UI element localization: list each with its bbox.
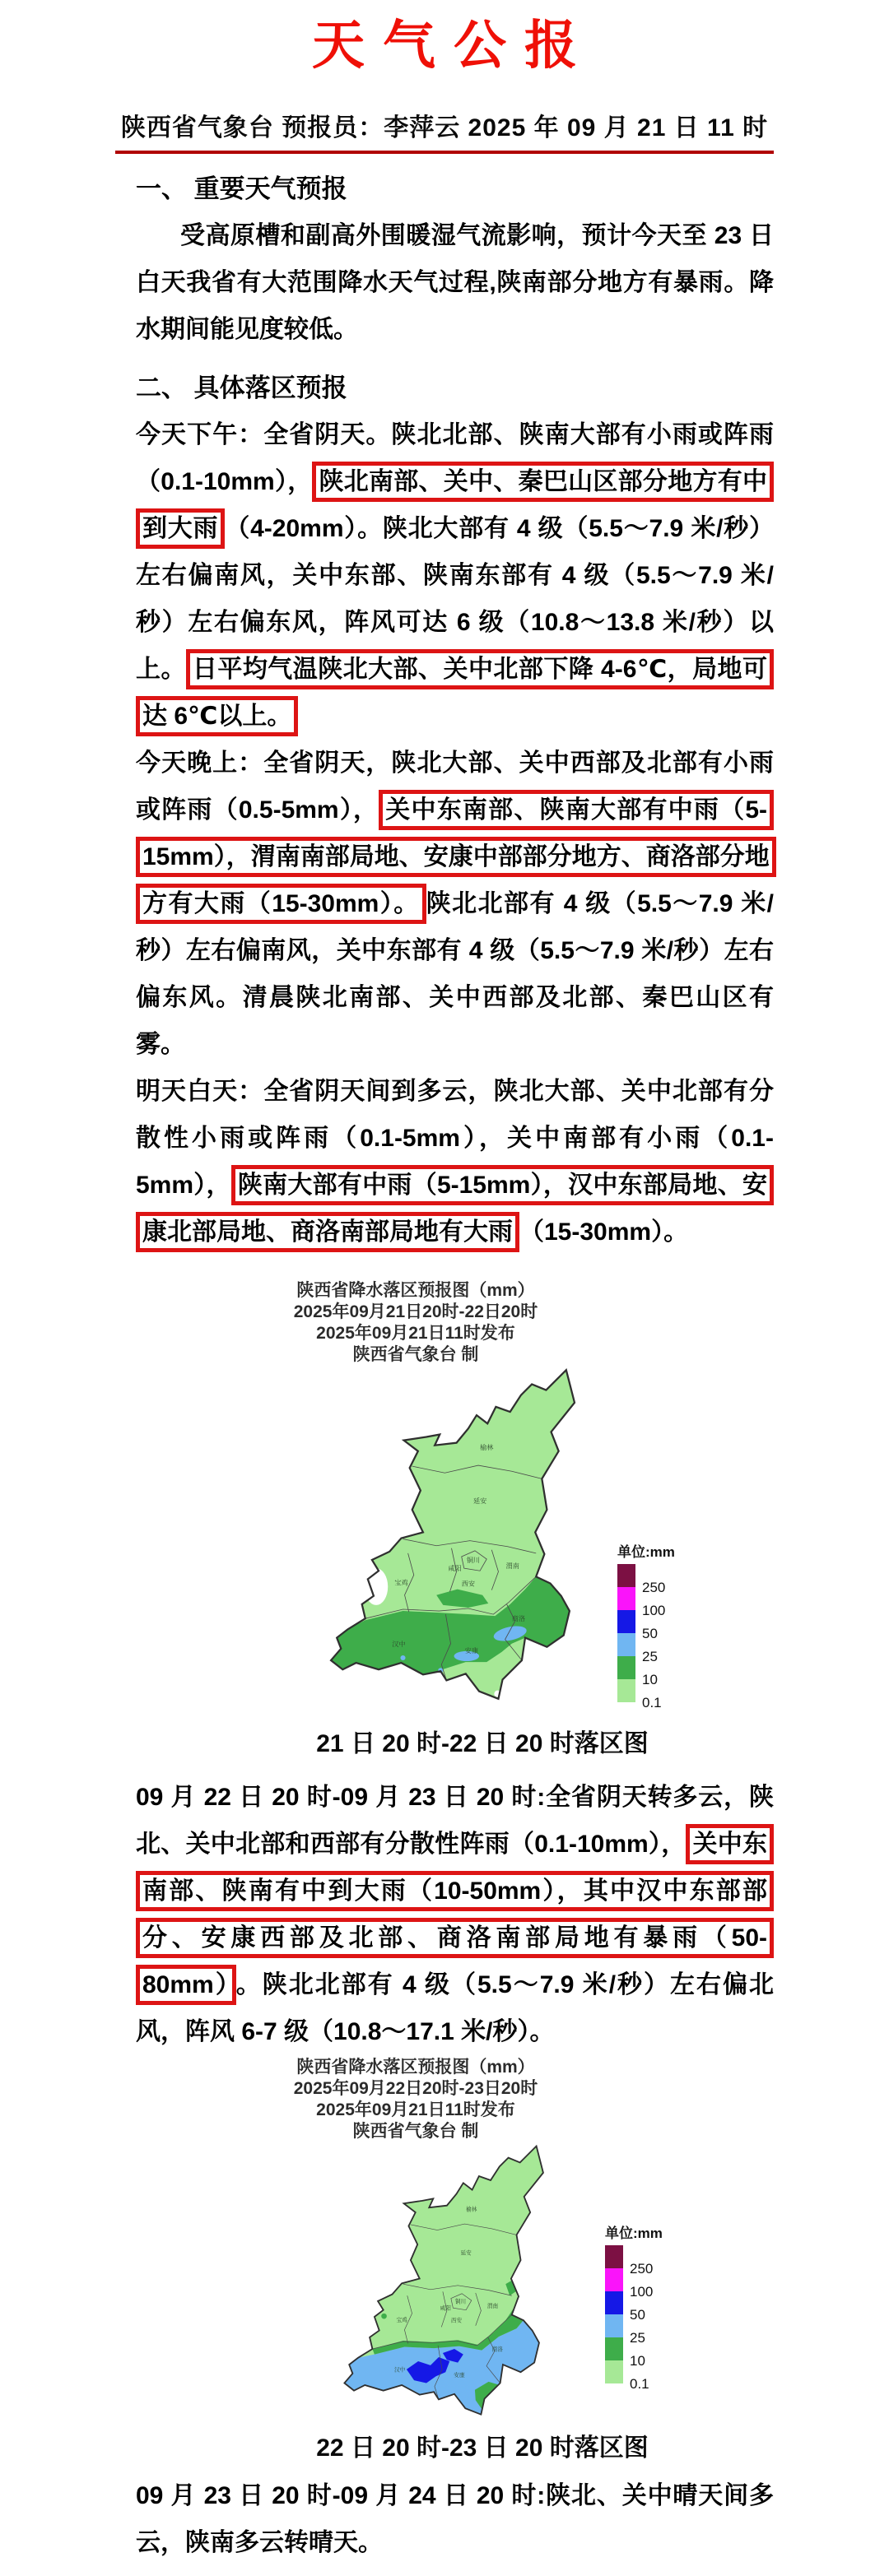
region-label: 榆林 xyxy=(480,1443,494,1451)
weather-bulletin-document xyxy=(0,3,889,2556)
legend-value: 10 xyxy=(630,2353,645,2369)
map2-canvas xyxy=(0,2142,889,2422)
region-label: 西安 xyxy=(461,1580,475,1588)
legend-swatch xyxy=(605,2268,623,2291)
region-label: 铜川 xyxy=(454,2299,467,2305)
map2-maker: 陕西省气象台 制 xyxy=(352,2122,479,2141)
legend-colorbar xyxy=(605,2245,687,2393)
legend-swatch xyxy=(605,2291,623,2314)
text-segment: 09 月 23 日 20 时-09 月 24 日 20 时:陕北、关中晴天间多云，陕南多云转晴天。 xyxy=(136,2482,774,2556)
forecast-22nd-20h xyxy=(136,1774,774,2055)
precip-map-figure-2 xyxy=(0,2057,889,2472)
map1-maker: 陕西省气象台 制 xyxy=(352,1345,479,1364)
region-label: 榆林 xyxy=(466,2207,477,2213)
map1-legend xyxy=(617,1540,700,1716)
legend-swatch xyxy=(617,1633,635,1656)
text-segment: 今天下午：全省阴天。陕北北部、陕南大部有小雨或阵雨（0.1-10mm）， xyxy=(136,421,774,495)
region-label: 西安 xyxy=(450,2318,463,2324)
text-segment: （15-30mm）。 xyxy=(519,1218,689,1246)
region-label: 安康 xyxy=(464,1646,479,1655)
page-title: 天气公报 xyxy=(312,16,595,75)
map1-period: 2025年09月21日20时-22日20时 xyxy=(293,1302,538,1321)
legend-unit-label: 单位:mm xyxy=(605,2226,663,2241)
region-label: 汉中 xyxy=(394,2367,406,2374)
text-segment: 09 月 22 日 20 时-09 月 23 日 20 时:全省阴天转多云，陕北、关中北部和西部有分散性阵雨（0.1-10mm）， xyxy=(136,1784,774,1858)
legend-value: 10 xyxy=(642,1672,658,1687)
region-label: 延安 xyxy=(460,2250,472,2257)
text-segment: 明天白天：全省阴天间到多云，陕北大部、关中北部有分散性小雨或阵雨（0.1-5mm），关中南部有小雨（0.1-5mm）， xyxy=(136,1078,774,1199)
region-label: 咸阳 xyxy=(448,1565,462,1573)
forecast-tomorrow-day xyxy=(136,1068,774,1256)
legend-swatch xyxy=(617,1656,635,1679)
text-segment: 。陕北北部有 4 级（5.5～7.9 米/秒）左右偏北风，阵风 6-7 级（10.8～17.1 米/秒）。 xyxy=(136,1971,775,2045)
highlight-box: 陕南大部有中雨（5-15mm），汉中东部局地、安康北部局地、商洛南部局地有大雨 xyxy=(136,1165,774,1252)
map2-caption: 22 日 20 时-23 日 20 时落区图 xyxy=(316,2434,649,2462)
region-label: 延安 xyxy=(472,1497,487,1505)
region-label: 汉中 xyxy=(392,1640,406,1648)
map1-caption: 21 日 20 时-22 日 20 时落区图 xyxy=(316,1730,649,1757)
legend-colorbar xyxy=(617,1564,700,1712)
region-label: 渭南 xyxy=(486,2304,499,2310)
section2-heading: 二、 具体落区预报 xyxy=(136,374,347,402)
highlight-box: 关中东南部、陕南大部有中雨（5-15mm），渭南南部局地、安康中部部分地方、商洛部分地方有大雨（15-30mm）。 xyxy=(136,790,776,924)
text-segment: 陕北北部有 4 级（5.5～7.9 米/秒）左右偏南风，关中东部有 4 级（5.5～7.9 米/秒）左右偏东风。清晨陕北南部、关中西部及北部、秦巴山区有雾。 xyxy=(136,890,775,1058)
map1-issued: 2025年09月21日11时发布 xyxy=(316,1324,515,1343)
map1-header xyxy=(0,1280,831,1366)
section1-summary: 受高原槽和副高外围暖湿气流影响，预计今天至 23 日白天我省有大范围降水天气过程,陕南部分地方有暴雨。降水期间能见度较低。 xyxy=(136,222,774,343)
map2-period: 2025年09月22日20时-23日20时 xyxy=(293,2079,538,2098)
legend-swatch xyxy=(605,2245,623,2268)
legend-swatch xyxy=(605,2314,623,2337)
legend-value: 0.1 xyxy=(630,2376,649,2392)
forecast-today-afternoon xyxy=(136,411,774,740)
region-label: 宝鸡 xyxy=(396,2317,407,2323)
legend-value: 250 xyxy=(642,1580,666,1595)
legend-value: 0.1 xyxy=(642,1695,662,1710)
precip-map-figure-1 xyxy=(0,1280,889,1774)
legend-swatch xyxy=(617,1564,635,1587)
map2-header xyxy=(0,2057,831,2142)
legend-unit-label: 单位:mm xyxy=(617,1544,675,1560)
text-segment: （4-20mm）。陕北大部有 4 级（5.5～7.9 米/秒）左右偏南风，关中东部、陕南东部有 4 级（5.5～7.9 米/秒）左右偏东风，阵风可达 6 级（10.8～13.8 米/秒）以上。 xyxy=(136,515,774,683)
map1-canvas xyxy=(0,1366,889,1708)
bottom-spacer xyxy=(0,2566,889,2576)
highlight-box: 日平均气温陕北大部、关中北部下降 4-6℃，局地可达 6℃以上。 xyxy=(136,649,774,736)
legend-swatch xyxy=(605,2337,623,2360)
legend-value: 250 xyxy=(630,2261,654,2277)
legend-swatch xyxy=(617,1610,635,1633)
region-label: 渭南 xyxy=(505,1562,519,1571)
region-label: 咸阳 xyxy=(440,2305,451,2312)
shaanxi-precip-map-day2 xyxy=(342,2144,543,2417)
heavy-rain-spot xyxy=(400,1655,405,1660)
legend-value: 100 xyxy=(642,1603,666,1618)
legend-value: 50 xyxy=(642,1626,658,1641)
text-segment: 今天晚上：全省阴天，陕北大部、关中西部及北部有小雨或阵雨（0.5-5mm）， xyxy=(136,750,774,824)
moderate-rain-spot xyxy=(381,2314,387,2319)
forecast-23rd-20h xyxy=(136,2472,774,2566)
region-label: 铜川 xyxy=(466,1557,481,1565)
bulletin-meta-line: 陕西省气象台 预报员：李萍云 2025 年 09 月 21 日 11 时 xyxy=(115,107,774,154)
region-label: 商洛 xyxy=(491,2346,503,2353)
region-label: 宝鸡 xyxy=(394,1579,408,1587)
map2-issued: 2025年09月21日11时发布 xyxy=(316,2100,515,2119)
map2-legend xyxy=(605,2221,687,2397)
highlight-box: 陕北南部、关中、秦巴山区部分地方有中到大雨 xyxy=(136,462,774,549)
map2-title: 陕西省降水落区预报图（mm） xyxy=(296,2058,535,2077)
section1-heading: 一、 重要天气预报 xyxy=(136,174,347,203)
legend-value: 25 xyxy=(642,1649,658,1664)
legend-value: 50 xyxy=(630,2307,645,2323)
legend-swatch xyxy=(617,1679,635,1702)
shaanxi-precip-map-day1 xyxy=(328,1367,575,1702)
map1-title: 陕西省降水落区预报图（mm） xyxy=(296,1281,535,1300)
highlight-box: 关中东南部、陕南有中到大雨（10-50mm），其中汉中东部部分、安康西部及北部、商洛南部局地有暴雨（50-80mm） xyxy=(136,1824,774,2005)
legend-swatch xyxy=(605,2360,623,2383)
legend-swatch xyxy=(617,1587,635,1610)
forecast-tonight xyxy=(136,740,774,1068)
region-label: 安康 xyxy=(454,2373,465,2379)
legend-value: 25 xyxy=(630,2330,645,2346)
legend-value: 100 xyxy=(630,2284,654,2300)
region-label: 商洛 xyxy=(511,1615,525,1623)
